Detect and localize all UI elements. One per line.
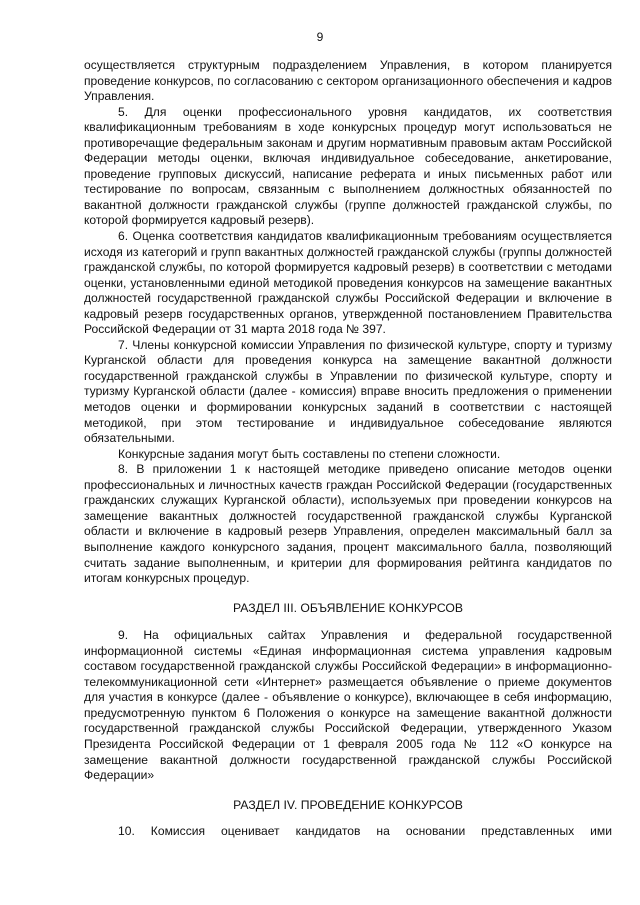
section-4-heading: РАЗДЕЛ IV. ПРОВЕДЕНИЕ КОНКУРСОВ xyxy=(233,797,463,812)
paragraph-7: 7. Члены конкурсной комиссии Управления по физической культуре, спорту и туризму Курганской области для проведения конкурса на замещение вакантной должности государственной гражданской службы в Управлении по физической культуре, спорту и туризму Курганской области (далее - комиссия) вправе вносить предложения о применении методов оценки и формировании конкурсных заданий в соответствии с настоящей методикой, при этом тестирование и индивидуальное собеседование являются обязательными. xyxy=(84,337,612,446)
section-3-heading: РАЗДЕЛ III. ОБЪЯВЛЕНИЕ КОНКУРСОВ xyxy=(232,600,464,615)
paragraph-6: 6. Оценка соответствия кандидатов квалификационным требованиям осуществляется исходя из категорий и групп вакантных должностей гражданской службы (группы должностей гражданской службы, по которой формируется кадровый резерв) в соответствии с методами оценки, установленными единой методикой проведения конкурсов на замещение вакантных должностей государственной гражданской службы Российской Федерации и включение в кадровый резерв государственных органов, утвержденной постановлением Правительства Российской Федерации от 31 марта 2018 года № 397. xyxy=(84,229,612,337)
paragraph-9: 9. На официальных сайтах Управления и федеральной государственной информационной системы «Единая информационная система управления кадровым составом государственной гражданской службы Российской Федерации» в информационно-телекоммуникационной сети «Интернет» размещается объявление о приеме документов для участия в конкурсе (далее - объявление о конкурсе), включающее в себя информацию, предусмотренную пунктом 6 Положения о конкурсе на замещение вакантной должности государственной гражданской службы Российской Федерации, утвержденного Указом Президента Российской Федерации от 1 февраля 2005 года № 112 «О конкурсе на замещение вакантной должности государственной гражданской службы Российской Федерации» xyxy=(84,628,612,783)
paragraph-continued: осуществляется структурным подразделением Управления, в котором планируется проведение конкурсов, по согласованию с сектором организационного обеспечения и кадров Управления. xyxy=(84,58,612,104)
paragraph-5: 5. Для оценки профессионального уровня кандидатов, их соответствия квалификационным требованиям в ходе конкурсных процедур могут использоваться не противоречащие федеральным законам и другим нормативным правовым актам Российской Федерации методы оценки, включая индивидуальное собеседование, анкетирование, проведение групповых дискуссий, написание реферата и иных письменных работ или тестирование по вопросам, связанным с выполнением должностных обязанностей по вакантной должности гражданской службы (группе должностей гражданской службы, по которой формируется кадровый резерв). xyxy=(84,104,612,228)
document-body xyxy=(84,58,612,840)
page-number: 9 xyxy=(316,30,324,44)
paragraph-10: 10. Комиссия оценивает кандидатов на основании представленных ими xyxy=(118,824,612,839)
paragraph-7-note: Конкурсные задания могут быть составлены по степени сложности. xyxy=(118,446,501,461)
paragraph-8: 8. В приложении 1 к настоящей методике приведено описание методов оценки профессиональных и личностных качеств граждан Российской Федерации (государственных гражданских служащих Курганской области), используемых при проведении конкурсов на замещение вакантных должностей государственной гражданской службы Курганской области и включение в кадровый резерв Управления, определен максимальный балл за выполнение каждого конкурсного задания, процент максимального балла, позволяющий считать задание выполненным, и критерии для формирования рейтинга кандидатов по итогам конкурсных процедур. xyxy=(84,462,612,586)
